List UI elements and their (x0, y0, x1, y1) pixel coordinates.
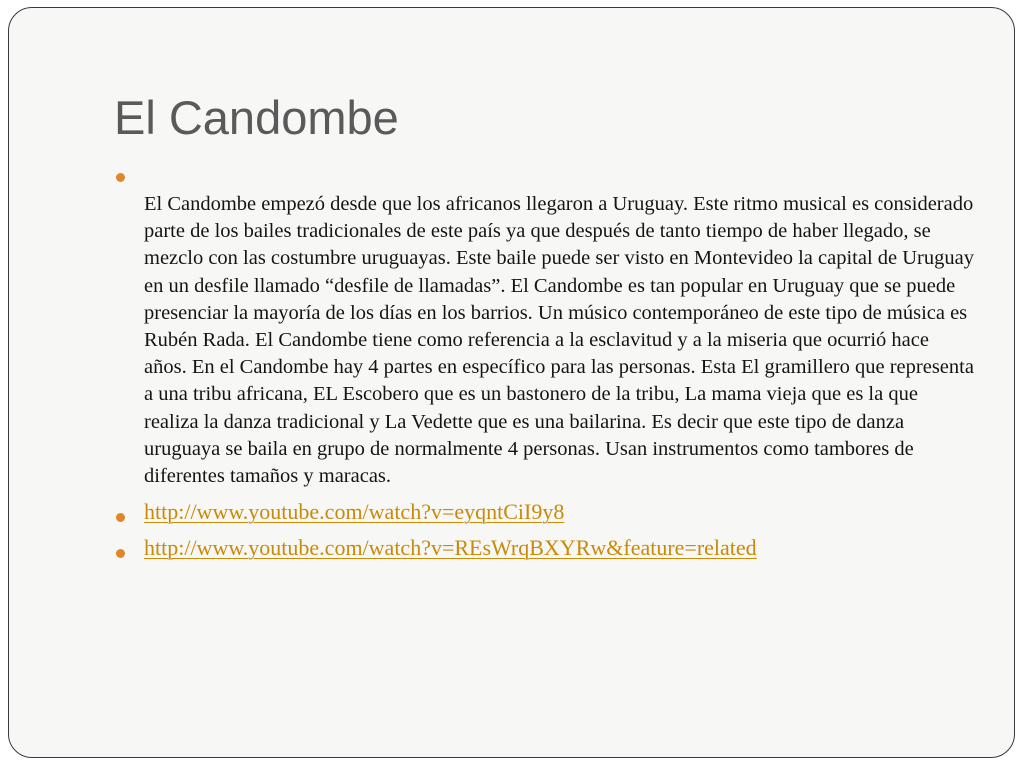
slide-title: El Candombe (114, 91, 399, 144)
bullet-item-link-1 (114, 500, 974, 525)
slide-content (114, 164, 974, 561)
bullet-icon (116, 549, 125, 558)
youtube-link-2[interactable]: http://www.youtube.com/watch?v=REsWrqBXYRw&feature=related (144, 535, 757, 561)
bullet-icon (116, 513, 125, 522)
bullet-item-description (114, 164, 974, 490)
bullet-icon (116, 173, 125, 182)
youtube-link-1[interactable]: http://www.youtube.com/watch?v=eyqntCiI9y8 (144, 499, 565, 525)
bullet-list (114, 164, 974, 561)
description-paragraph: El Candombe empezó desde que los africanos llegaron a Uruguay. Este ritmo musical es considerado parte de los bailes tradicionales de este país ya que después de tanto tiempo de haber llegado, se mezclo con las costumbre uruguayas. Este baile puede ser visto en Montevideo la capital de Uruguay en un desfile llamado “desfile de llamadas”. El Candombe es tan popular en Uruguay que se puede presenciar la mayoría de los días en los barrios. Un músico contemporáneo de este tipo de música es Rubén Rada. El Candombe tiene como referencia a la esclavitud y a la miseria que ocurrió hace años. En el Candombe hay 4 partes en específico para las personas. Esta El gramillero que representa a una tribu africana, EL Escobero que es un bastonero de la tribu, La mama vieja que es la que realiza la danza tradicional y La Vedette que es una bailarina. Es decir que este tipo de danza uruguaya se baila en grupo de normalmente 4 personas. Usan instrumentos como tambores de diferentes tamaños y maracas. (144, 193, 974, 488)
bullet-item-link-2 (114, 536, 974, 561)
